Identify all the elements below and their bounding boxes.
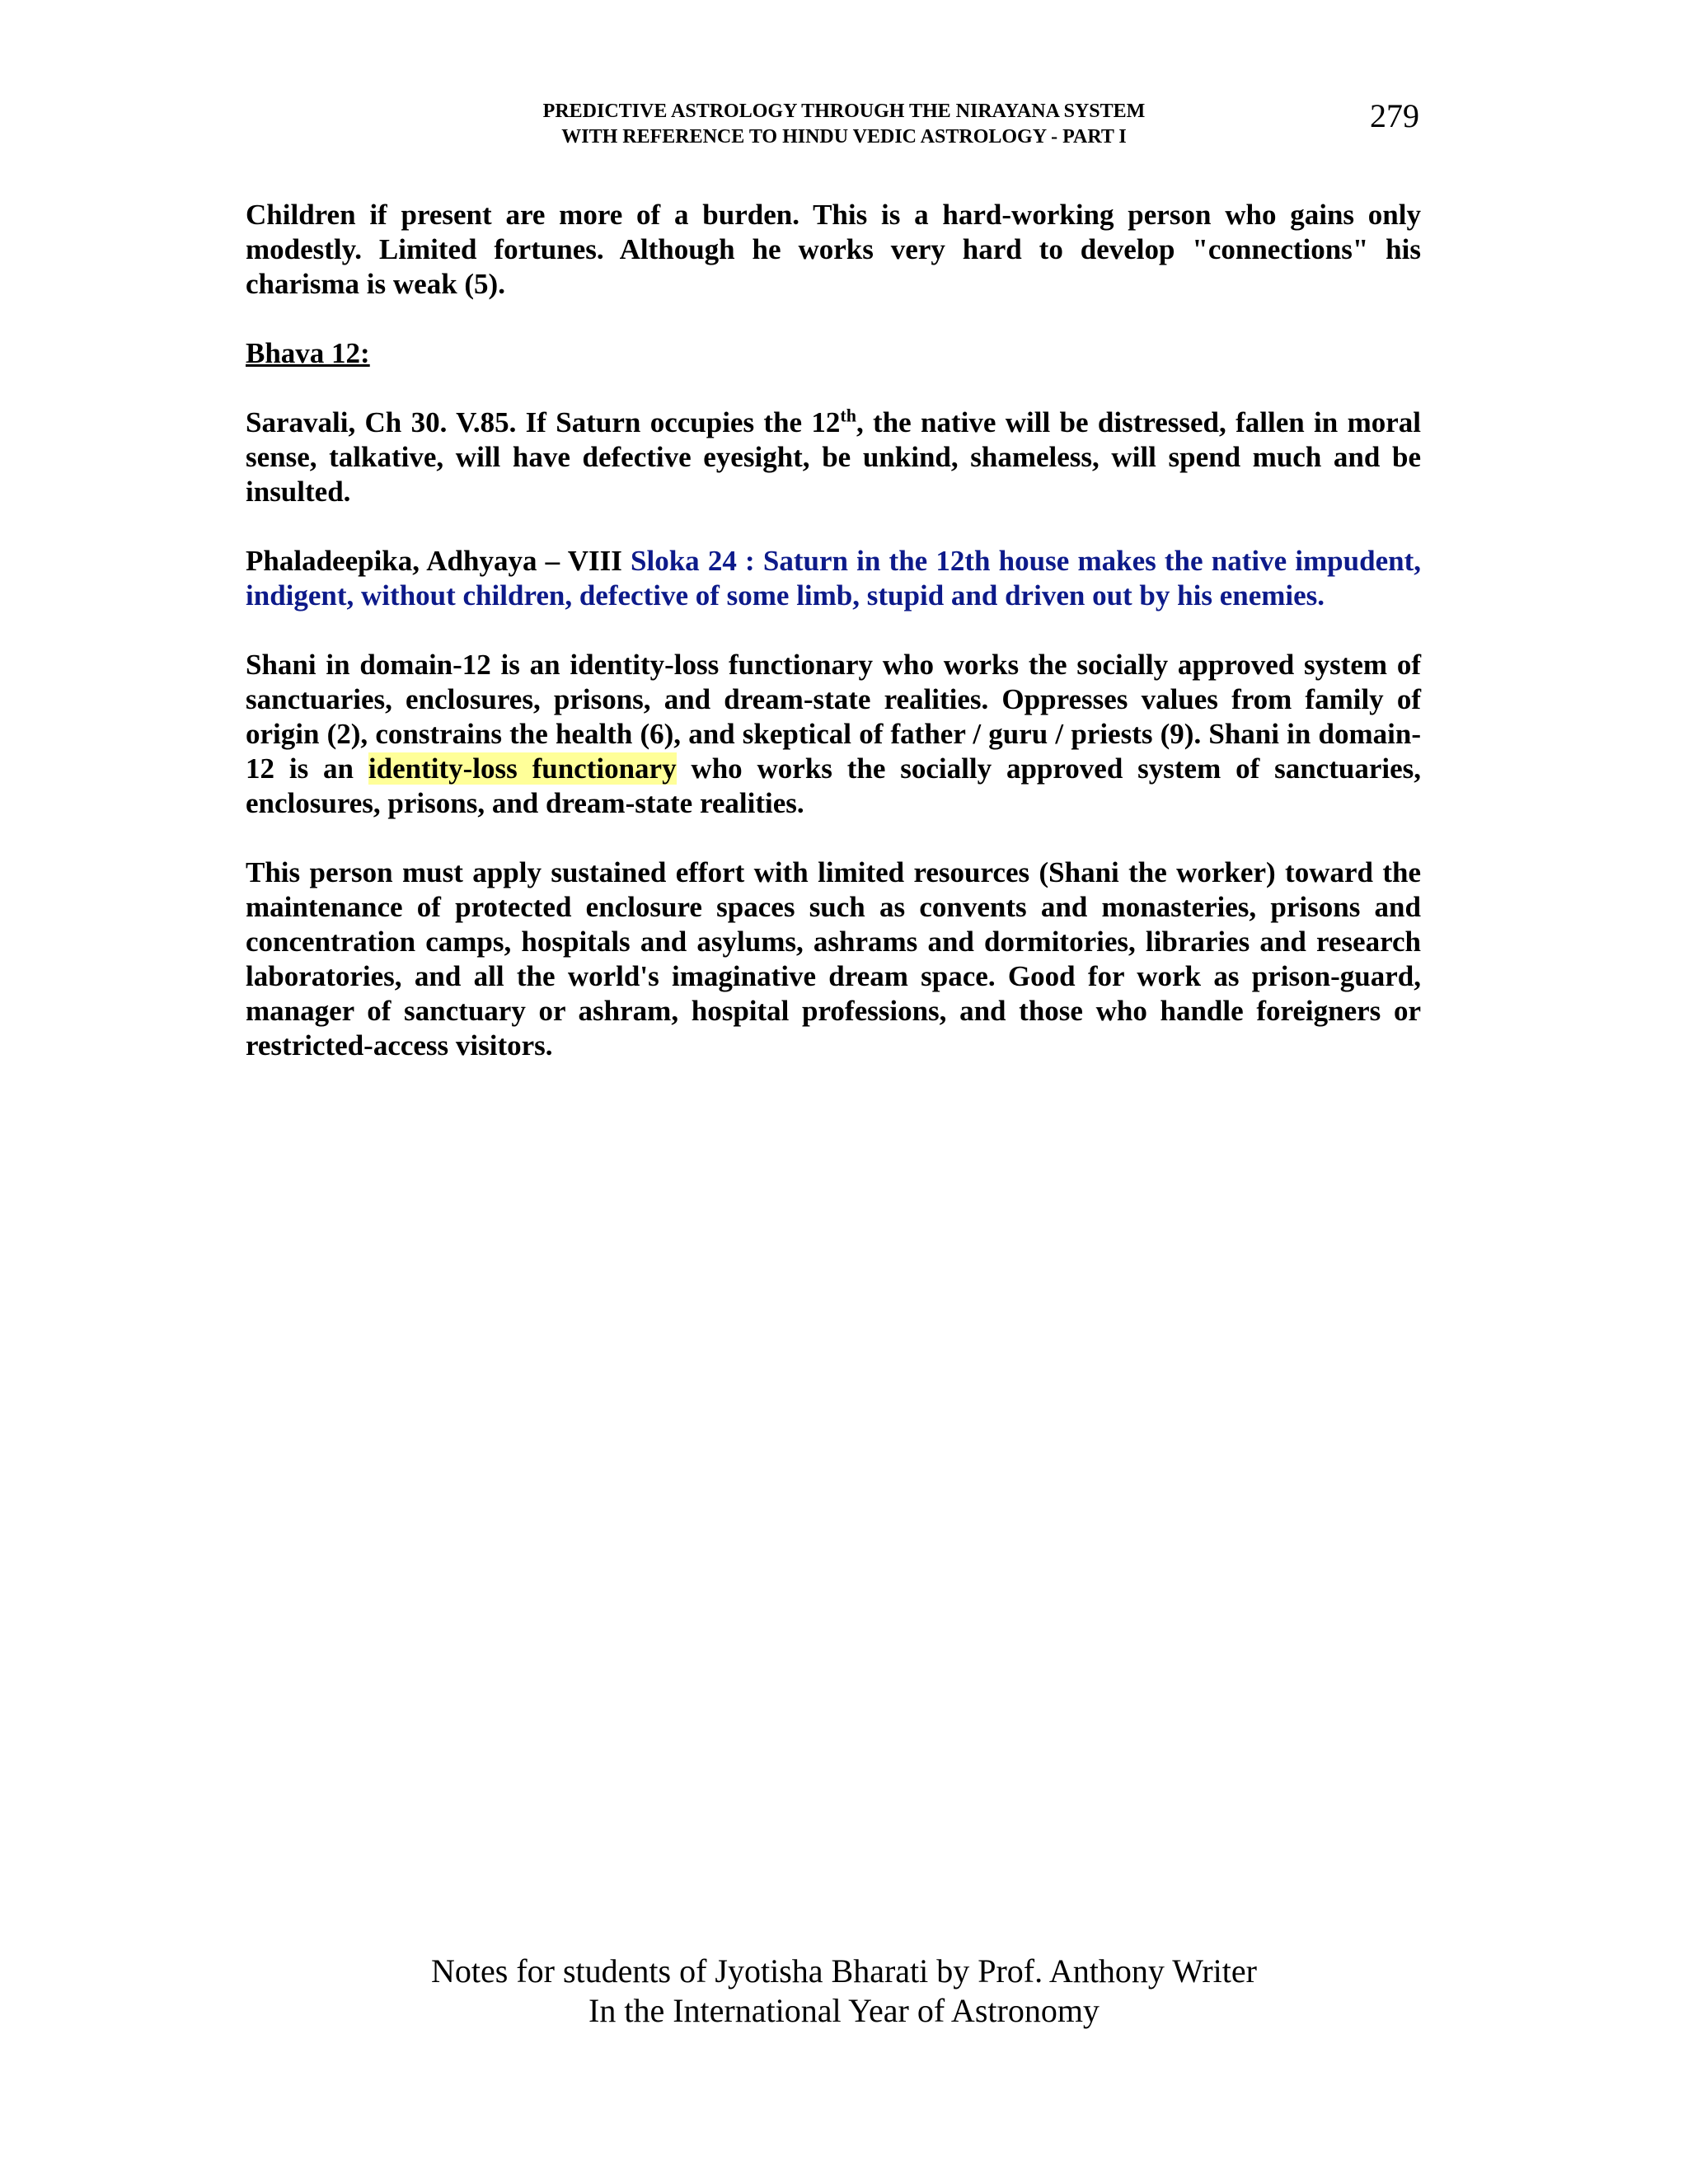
phaladeepika-quote: Sloka 24 : Saturn in the 12th house makes the native impudent, indigent, without children, defective of some limb, stupid and driven out by his enemies.	[246, 545, 1421, 612]
shani-text-start: Shani in domain-12 is an identity-loss functionary who works the socially approved system of sanctuaries, enclosures, prisons, and dream-state realities. Oppresses values from family of origin (2), constrains the health (6), and skeptical of father / guru / priests (9). Shani in domain-12 is an	[246, 649, 1421, 785]
page-body	[246, 198, 1421, 1098]
section-heading	[246, 336, 1421, 371]
header-line-1: PREDICTIVE ASTROLOGY THROUGH THE NIRAYANA SYSTEM	[542, 101, 1146, 122]
paragraph-shani	[246, 648, 1421, 821]
paragraph-children: Children if present are more of a burden. This is a hard-working person who gains only modestly. Limited fortunes. Although he works very hard to develop "connections" his charisma is weak (5).	[246, 199, 1421, 300]
paragraph-sustained-effort: This person must apply sustained effort with limited resources (Shani the worker) toward the maintenance of protected enclosure spaces such as convents and monasteries, prisons and concentration camps, hospitals and asylums, ashrams and dormitories, libraries and research laboratories, and all the world's imaginative dream space. Good for work as prison-guard, manager of sanctuary or ashram, hospital professions, and those who handle foreigners or restricted-access visitors.	[246, 856, 1421, 1062]
phaladeepika-reference: Phaladeepika, Adhyaya – VIII	[246, 545, 631, 577]
paragraph-phaladeepika	[246, 544, 1421, 613]
saravali-text-start: Saravali, Ch 30. V.85. If Saturn occupies the 12	[246, 406, 841, 438]
superscript-th: th	[840, 405, 856, 426]
running-header	[0, 99, 1688, 150]
footer-line-1: Notes for students of Jyotisha Bharati by Prof. Anthony Writer	[431, 1952, 1257, 1990]
highlighted-phrase: identity-loss functionary	[368, 752, 677, 785]
header-line-2: WITH REFERENCE TO HINDU VEDIC ASTROLOGY - PART I	[561, 126, 1127, 148]
section-heading-text: Bhava 12:	[246, 337, 370, 369]
saravali-text-end: , the native will be distressed, fallen in moral sense, talkative, will have defective eyesight, be unkind, shameless, will spend much and be insulted.	[246, 406, 1421, 508]
shani-text-end: who works the socially approved system of sanctuaries, enclosures, prisons, and dream-state realities.	[246, 752, 1421, 819]
footer-line-2: In the International Year of Astronomy	[588, 1992, 1100, 2029]
page-number: 279	[1370, 97, 1419, 134]
paragraph-saravali	[246, 405, 1421, 509]
page-footer	[0, 1952, 1688, 2031]
